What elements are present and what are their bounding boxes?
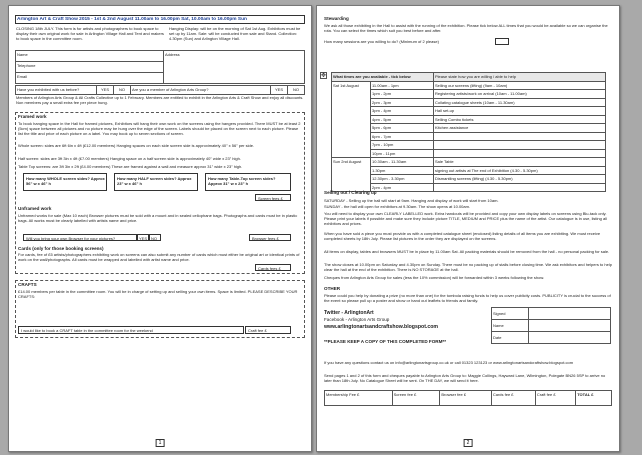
send-text: Send pages 1 and 2 of this form and cheques payable to Arlington Arts Group to: Maggie Collings, Hayward Lane, Wilmington, Polegate BN26 5SP to arrive no later than 18th July. No Catalogue Sheet will be sent. On THE DAY, we will send it here. <box>324 373 606 384</box>
browser-fee-field[interactable]: Browser fee £ <box>440 391 491 406</box>
total-field[interactable]: TOTAL £ <box>576 391 612 406</box>
keep-copy-note: **PLEASE KEEP A COPY OF THIS COMPLETED FORM** <box>324 339 447 344</box>
rota-day-sun: Sun 2nd August <box>332 158 371 192</box>
rota-task[interactable]: Sale Table <box>434 158 606 167</box>
table-move-handle-icon[interactable]: ✥ <box>321 73 327 79</box>
rota-task[interactable] <box>434 149 606 158</box>
rota-task[interactable] <box>434 132 606 141</box>
steward-question: How many sessions are you willing to do? (Minimum of 2 please) <box>324 39 439 44</box>
membership-text: Members of Arlington Arts Group & All Crafts Collective up to 1 February. Members are entitled to exhibit in the Arlington Arts & Craft Show and enjoy all discounts. Non members pay a small extra fee per piece hung. <box>16 95 304 106</box>
member-question: Are you a member of Arlington Arts Group? <box>131 86 271 95</box>
tabletop-screen-input[interactable] <box>205 173 291 191</box>
rota-task[interactable]: Dismantling screens (lifting) (4.30 - 5.30pm) <box>434 175 606 184</box>
selling-text-6: The show closes at 10.00pm on Saturday and 4.30pm on Sunday. There must be no packing up of stalls before closing time. We ask exhibitors and helpers to help clear the hall at the end of the exhibition. There is NO STORAGE at the hall. <box>324 262 612 273</box>
title-box <box>15 15 305 24</box>
membership-fee-field[interactable]: Membership Fee £ <box>325 391 393 406</box>
table-screen-text: Table Top screens: are 3ft 3in x 2ft (£4.00 members) These are framed against a wall and measure approx 31" wide x 23" high. <box>18 164 243 169</box>
whole-screen-label: How many WHOLE screen sides? Approx 56" w x 46" h <box>26 176 105 187</box>
telephone-field[interactable] <box>16 62 164 73</box>
rota-slot[interactable]: 1.30pm <box>371 166 434 175</box>
browser-question-box <box>23 234 137 241</box>
cards-fee-field[interactable]: Cards fee £ <box>491 391 535 406</box>
selling-text-1: SATURDAY - Selling up the hall will start at 9am. Hanging and display of work will start from 10am. <box>324 198 499 203</box>
rota-slot[interactable]: 10.30am - 11.30am <box>371 158 434 167</box>
tabletop-screen-label: How many Table-Top screen sides? Approx 31" w x 23" h <box>208 176 276 187</box>
address-field[interactable] <box>164 51 305 84</box>
craft-table-question: I would like to book a CRAFT table in the committee room for the weekend <box>21 328 153 333</box>
rota-slot[interactable]: 1pm - 2pm <box>371 90 434 99</box>
rota-task[interactable] <box>434 183 606 192</box>
facebook-link[interactable]: Facebook - Arlington Arts Group <box>324 317 390 322</box>
document-page-1 <box>8 5 312 452</box>
rota-slot[interactable]: 7pm - 10pm <box>371 141 434 150</box>
page-number: 2 <box>464 439 473 447</box>
email-field[interactable] <box>16 73 164 84</box>
website-link[interactable]: www.arlingtonartsandcraftshow.blogspot.com <box>324 324 439 330</box>
stewarding-text: We ask all those exhibiting in the Hall to assist with the running of the exhibition. Please tick below ALL times that you would be available so we can organise the rota. You can select the times which suit you best before and after. <box>324 23 608 34</box>
rota-slot[interactable]: 2pm - 4pm <box>371 183 434 192</box>
selling-text-3: You will need to display your own CLEARLY LABELLED work. Extra handouts will be provided and copy your own display labels on screens using Blu-tack only. Please print your labels if possible and make sure they include picture TITLE, MEDIUM and PRICE plus the name of the artist. Our catalogue is in use, listing all exhibitors and prices. <box>324 211 607 227</box>
document-page-2 <box>316 5 620 452</box>
browser-no-label: NO <box>151 235 157 241</box>
framed-text: To book hanging space in the Hall for framed pictures, Exhibitors will hang their own work on the screens using the hangers provided. There MUST be at least 2 (5cm) space between all pictures and no picture may be hung over the edge of the screen. Labels should be placed on the screen next to each picture. Please list the title and price of each picture on a label. You may book up to seven sections of screen. <box>18 121 301 137</box>
whole-screen-text: Whole screen: sides are 6ft 6in x 4ft (£12.00 members) Hanging spaces on each side screen side is approximately 40" x 56" per side. <box>18 143 255 148</box>
member-no[interactable]: NO <box>288 86 305 95</box>
craft-fees-label: Craft fee £ <box>248 328 267 333</box>
browser-question: Will you bring your own Browser for your pictures? <box>26 235 116 241</box>
hanging-text: Hanging Display: will be on the morning of Sat 1st Aug. Exhibitors must be set up by 11am. Sale: will be conducted from sale and Stand. Collection: 4.30pm (Sun) and Arlington Village Hall. <box>169 26 301 42</box>
rota-day-sat: Sat 1st August <box>332 81 371 158</box>
unframed-heading: Unframed work <box>18 206 52 211</box>
half-screen-text: Half screen: sides are 3ft 3in x 4ft (£7.00 members) Hanging space on a half screen side is approximately 40" wide x 23" high. <box>18 156 241 161</box>
totals-table <box>324 390 612 406</box>
rota-task[interactable]: Collating catalogue sheets (10am - 11.30am) <box>434 98 606 107</box>
twitter-link[interactable]: Twitter - ArlingtonArt <box>324 310 374 316</box>
rota-task[interactable]: Hall set-up <box>434 107 606 116</box>
selling-text-2: SUNDAY - the hall will open for exhibitors at 9.30am. The show opens at 10.00am. <box>324 204 471 209</box>
browser-fees-field[interactable] <box>249 234 291 241</box>
sessions-input[interactable] <box>495 38 509 45</box>
rota-header: What times are you available - tick below <box>332 73 434 82</box>
screen-fee-field[interactable]: Screen fee £ <box>392 391 440 406</box>
half-screen-input[interactable] <box>114 173 198 191</box>
rota-slot[interactable]: 4pm - 5pm <box>371 115 434 124</box>
craft-table-question-box <box>18 326 244 334</box>
half-screen-label: How many HALF screen sides? Approx 23" w x 46" h <box>117 176 192 187</box>
name-field[interactable] <box>16 51 164 62</box>
rota-slot[interactable]: 11.00am - 1pm <box>371 81 434 90</box>
whole-screen-input[interactable] <box>23 173 107 191</box>
page-title: Arlington Art & Craft Show 2015 - 1st & 2nd August 11.00am to 16.00pm Sat, 10.00am to 16.00pm Sun <box>17 17 247 22</box>
signed-field[interactable] <box>529 308 611 320</box>
craft-fee-field[interactable]: Craft fee £ <box>535 391 575 406</box>
rota-task[interactable]: Registering artists/work on arrival (10am - 11.00am) <box>434 90 606 99</box>
contact-text: If you have any questions contact us on info@arlingtonartsgroup.co.uk or call 01323 123123 or www.arlingtonartsandcraftshow.blogspot.com <box>324 360 574 365</box>
page-number: 1 <box>156 439 165 447</box>
stewarding-heading: Stewarding <box>324 16 349 21</box>
questions-table <box>15 85 305 95</box>
rota-slot[interactable]: 5pm - 6pm <box>371 124 434 133</box>
date-label: Date <box>492 332 529 344</box>
exhibited-no[interactable]: NO <box>114 86 131 95</box>
rota-table <box>331 72 606 192</box>
unframed-text: Unframed works for sale (Max 10 each) Browser pictures must be sold with a mount and in sealed cellophane bags. Photographs and cards must be in plastic bags. All works must be clearly labelled with artists name and price. <box>18 213 298 224</box>
other-heading: OTHER <box>324 286 341 291</box>
cards-text: For cards, fee of £5 artists/photographers exhibiting work on screens can also submit any number of cards which must either be original art or identical prints of work on the wall/photographs. All cards must be wrapped and labelled with artist name and price. <box>18 252 300 263</box>
rota-slot[interactable]: 3pm - 4pm <box>371 107 434 116</box>
selling-text-4: When you have sold a piece you must provide us with a completed catalogue sheet (enclosed) listing details of all items you are exhibiting. We must receive completed sheets by 18th July. Please list pictures in the order they are displayed on the screens. <box>324 231 601 242</box>
selling-text-5: All items on display, tables and browsers MUST be in place by 11.00am Sat. All packing materials should be removed from the hall - no personal packing for sale. <box>324 249 610 254</box>
framed-heading: Framed work <box>18 114 47 119</box>
name-field[interactable] <box>529 320 611 332</box>
contact-form-table <box>15 50 305 84</box>
crafts-text: £14.00 members per table in the committee room. You will be in charge of setting up and selling your own items. Space is limited. PLEASE DESCRIBE YOUR CRAFTS: <box>18 289 298 300</box>
screen-fees-label: Screen fees £ <box>258 195 283 201</box>
member-yes[interactable]: YES <box>271 86 288 95</box>
selling-text-7: Cheques from Arlington Arts Group for sales (less the 10% commission) will be forwarded within 3 weeks following the show. <box>324 275 545 280</box>
screen-fees-field[interactable] <box>255 194 291 201</box>
other-text: Please could you help by donating a prize (no more than one) for the tombola raising funds to help us cover publicity costs. PUBLICITY is crucial to the success of the event so please pull up a poster and show or hand out leaflets to friends and family. <box>324 293 611 304</box>
browser-no[interactable] <box>149 234 161 241</box>
name-label: Name <box>492 320 529 332</box>
exhibited-question: Have you exhibited with us before? <box>16 86 97 95</box>
rota-task[interactable]: signing out artists at The end of Exhibition (4.30 - 5.30pm) <box>434 166 606 175</box>
rota-task[interactable]: Kitchen assistance <box>434 124 606 133</box>
card-fees-field[interactable] <box>255 264 291 271</box>
email-label: Email <box>17 74 28 79</box>
intro-text: CLOSING 18th JULY. This form is for artists and photographers to book space to display their own original work for sale in Arlington Village Hall and Tent and makers to book space in the committee room. <box>16 26 164 42</box>
address-label: Address <box>165 52 180 57</box>
crafts-heading: CRAFTS <box>18 282 37 287</box>
name-label: Name <box>17 52 28 57</box>
rota-slot[interactable]: 6pm - 7pm <box>371 132 434 141</box>
exhibited-yes[interactable]: YES <box>97 86 114 95</box>
rota-task-header: Please state how you are willing / able to help <box>434 73 606 82</box>
rota-slot[interactable]: 12.30pm - 3.30pm <box>371 175 434 184</box>
rota-task[interactable] <box>434 141 606 150</box>
browser-fees-label: Browser fees £ <box>252 235 279 241</box>
rota-slot[interactable]: 10pm - 11pm <box>371 149 434 158</box>
craft-fees-field[interactable] <box>245 326 291 334</box>
signed-label: Signed <box>492 308 529 320</box>
cards-heading: Cards (only for those booking screens) <box>18 246 104 251</box>
signature-table <box>491 307 611 344</box>
telephone-label: Telephone <box>17 63 36 68</box>
browser-yes-label: YES <box>139 235 148 241</box>
rota-slot[interactable]: 2pm - 3pm <box>371 98 434 107</box>
rota-task[interactable]: Selling our screens (lifting) (9am - 10am) <box>434 81 606 90</box>
selling-heading: Selling out / Clearing up <box>324 190 377 195</box>
rota-task[interactable]: Selling Combo tickets <box>434 115 606 124</box>
card-fees-label: Cards fees £ <box>258 265 281 271</box>
browser-yes[interactable] <box>137 234 149 241</box>
date-field[interactable] <box>529 332 611 344</box>
